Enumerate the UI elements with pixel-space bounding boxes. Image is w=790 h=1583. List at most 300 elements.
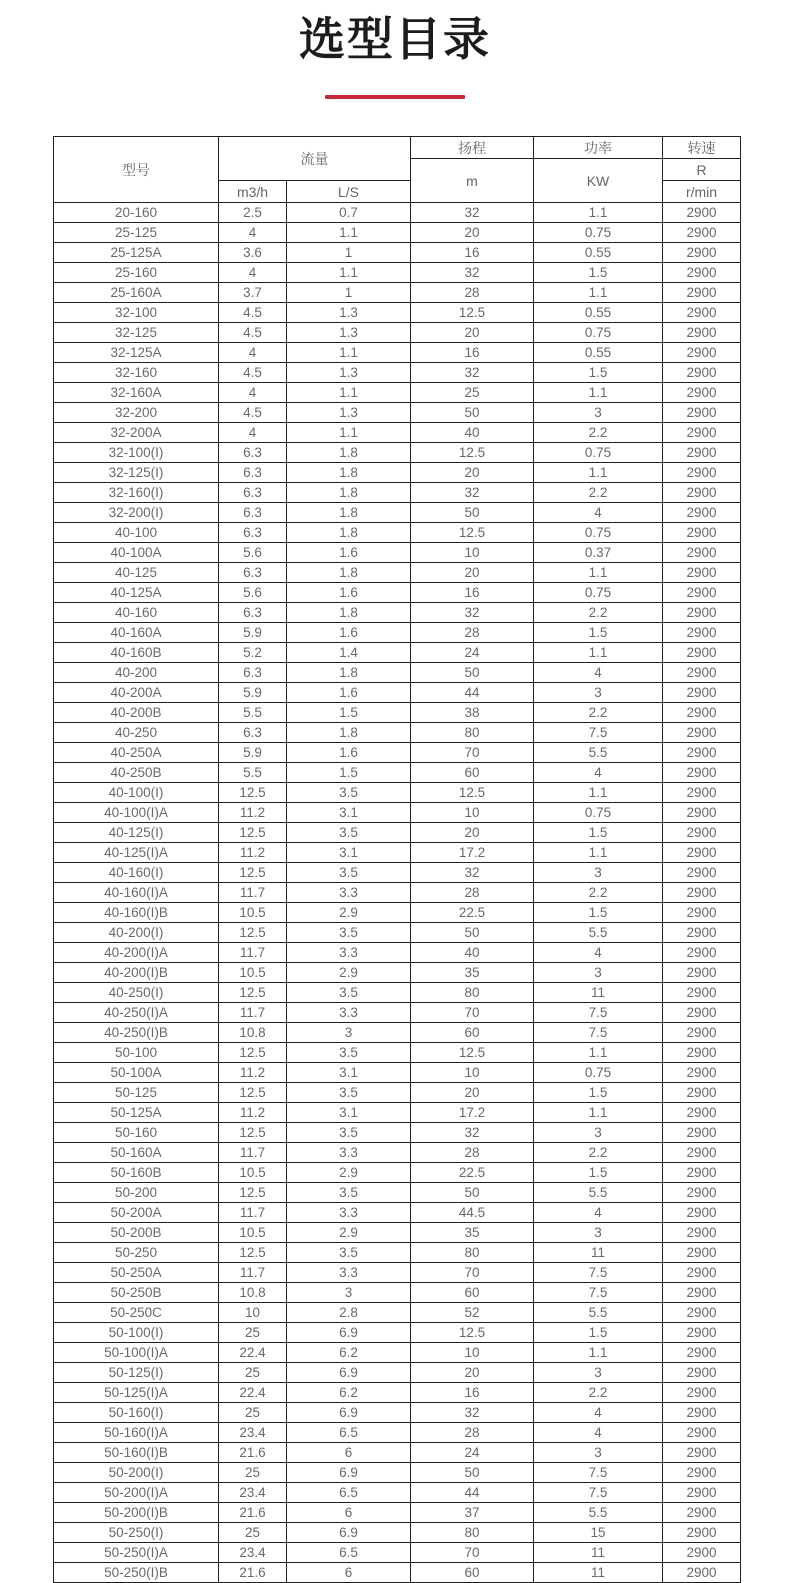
cell-head-m: 28 — [411, 1143, 534, 1163]
cell-model: 50-100(I) — [54, 1323, 219, 1343]
cell-flow-m3h: 5.2 — [219, 643, 287, 663]
table-row — [54, 823, 741, 843]
cell-flow-ls: 0.7 — [287, 203, 411, 223]
cell-speed-rpm: 2900 — [663, 803, 741, 823]
table-row — [54, 463, 741, 483]
cell-flow-ls: 1.8 — [287, 663, 411, 683]
cell-speed-rpm: 2900 — [663, 1563, 741, 1583]
cell-power-kw: 4 — [534, 1203, 663, 1223]
cell-power-kw: 4 — [534, 763, 663, 783]
cell-flow-ls: 6.9 — [287, 1363, 411, 1383]
cell-flow-ls: 3.5 — [287, 1083, 411, 1103]
table-row — [54, 1323, 741, 1343]
cell-head-m: 22.5 — [411, 1163, 534, 1183]
cell-flow-m3h: 12.5 — [219, 823, 287, 843]
cell-power-kw: 5.5 — [534, 1183, 663, 1203]
cell-power-kw: 2.2 — [534, 1143, 663, 1163]
table-row — [54, 1183, 741, 1203]
cell-head-m: 16 — [411, 343, 534, 363]
cell-speed-rpm: 2900 — [663, 1543, 741, 1563]
cell-model: 32-160 — [54, 363, 219, 383]
cell-flow-m3h: 4 — [219, 383, 287, 403]
table-row — [54, 1563, 741, 1583]
cell-flow-m3h: 4.5 — [219, 303, 287, 323]
cell-flow-m3h: 4 — [219, 223, 287, 243]
cell-flow-ls: 1.3 — [287, 323, 411, 343]
cell-head-m: 28 — [411, 623, 534, 643]
cell-speed-rpm: 2900 — [663, 1523, 741, 1543]
cell-head-m: 12.5 — [411, 783, 534, 803]
table-row — [54, 523, 741, 543]
cell-model: 32-200A — [54, 423, 219, 443]
cell-head-m: 32 — [411, 203, 534, 223]
table-row — [54, 883, 741, 903]
cell-flow-ls: 2.9 — [287, 1223, 411, 1243]
cell-flow-m3h: 12.5 — [219, 1243, 287, 1263]
cell-power-kw: 0.75 — [534, 523, 663, 543]
cell-head-m: 37 — [411, 1503, 534, 1523]
cell-power-kw: 1.1 — [534, 383, 663, 403]
cell-speed-rpm: 2900 — [663, 1123, 741, 1143]
cell-flow-ls: 1.1 — [287, 223, 411, 243]
cell-power-kw: 3 — [534, 1363, 663, 1383]
cell-model: 32-125 — [54, 323, 219, 343]
table-header — [54, 137, 741, 203]
cell-speed-rpm: 2900 — [663, 443, 741, 463]
cell-flow-ls: 1.8 — [287, 463, 411, 483]
cell-speed-rpm: 2900 — [663, 1283, 741, 1303]
table-row — [54, 323, 741, 343]
table-row — [54, 263, 741, 283]
cell-model: 32-200(I) — [54, 503, 219, 523]
cell-flow-m3h: 10.8 — [219, 1023, 287, 1043]
cell-model: 40-160(I)A — [54, 883, 219, 903]
table-row — [54, 403, 741, 423]
cell-model: 40-200(I) — [54, 923, 219, 943]
table-row — [54, 303, 741, 323]
cell-speed-rpm: 2900 — [663, 1483, 741, 1503]
cell-flow-m3h: 11.7 — [219, 1003, 287, 1023]
cell-power-kw: 7.5 — [534, 723, 663, 743]
cell-power-kw: 7.5 — [534, 1483, 663, 1503]
cell-power-kw: 0.75 — [534, 583, 663, 603]
cell-flow-m3h: 4 — [219, 423, 287, 443]
cell-flow-ls: 1.8 — [287, 503, 411, 523]
cell-model: 20-160 — [54, 203, 219, 223]
cell-speed-rpm: 2900 — [663, 1063, 741, 1083]
cell-speed-rpm: 2900 — [663, 623, 741, 643]
cell-flow-m3h: 12.5 — [219, 1043, 287, 1063]
cell-head-m: 32 — [411, 1123, 534, 1143]
title-underline-accent — [325, 95, 465, 99]
cell-speed-rpm: 2900 — [663, 663, 741, 683]
cell-speed-rpm: 2900 — [663, 1083, 741, 1103]
cell-model: 40-125A — [54, 583, 219, 603]
cell-flow-ls: 1.5 — [287, 763, 411, 783]
cell-flow-ls: 3.5 — [287, 823, 411, 843]
cell-speed-rpm: 2900 — [663, 1003, 741, 1023]
cell-speed-rpm: 2900 — [663, 1503, 741, 1523]
cell-power-kw: 0.37 — [534, 543, 663, 563]
table-row — [54, 1343, 741, 1363]
cell-power-kw: 11 — [534, 1243, 663, 1263]
cell-flow-m3h: 6.3 — [219, 663, 287, 683]
cell-head-m: 28 — [411, 1423, 534, 1443]
cell-power-kw: 11 — [534, 1543, 663, 1563]
cell-model: 40-250A — [54, 743, 219, 763]
cell-speed-rpm: 2900 — [663, 863, 741, 883]
cell-flow-m3h: 6.3 — [219, 563, 287, 583]
cell-speed-rpm: 2900 — [663, 1263, 741, 1283]
cell-speed-rpm: 2900 — [663, 263, 741, 283]
cell-speed-rpm: 2900 — [663, 323, 741, 343]
cell-flow-m3h: 6.3 — [219, 463, 287, 483]
cell-flow-ls: 1 — [287, 283, 411, 303]
cell-head-m: 12.5 — [411, 303, 534, 323]
table-row — [54, 1203, 741, 1223]
table-row — [54, 1043, 741, 1063]
cell-head-m: 80 — [411, 983, 534, 1003]
cell-flow-m3h: 6.3 — [219, 523, 287, 543]
cell-flow-m3h: 11.2 — [219, 1063, 287, 1083]
header-speed: 转速 — [663, 137, 741, 159]
cell-model: 50-125(I)A — [54, 1383, 219, 1403]
header-model: 型号 — [54, 137, 219, 203]
cell-power-kw: 1.1 — [534, 203, 663, 223]
cell-flow-ls: 2.9 — [287, 963, 411, 983]
cell-flow-m3h: 6.3 — [219, 603, 287, 623]
table-row — [54, 1103, 741, 1123]
cell-power-kw: 1.1 — [534, 283, 663, 303]
cell-flow-m3h: 4.5 — [219, 363, 287, 383]
cell-speed-rpm: 2900 — [663, 1243, 741, 1263]
cell-power-kw: 3 — [534, 863, 663, 883]
cell-flow-ls: 1.3 — [287, 363, 411, 383]
cell-power-kw: 3 — [534, 1223, 663, 1243]
header-power: 功率 — [534, 137, 663, 159]
cell-power-kw: 0.75 — [534, 323, 663, 343]
table-row — [54, 1303, 741, 1323]
cell-head-m: 20 — [411, 463, 534, 483]
cell-flow-m3h: 11.2 — [219, 843, 287, 863]
cell-flow-ls: 6 — [287, 1503, 411, 1523]
cell-head-m: 10 — [411, 803, 534, 823]
cell-power-kw: 5.5 — [534, 743, 663, 763]
cell-flow-ls: 3 — [287, 1023, 411, 1043]
cell-head-m: 50 — [411, 663, 534, 683]
table-row — [54, 363, 741, 383]
cell-model: 40-200 — [54, 663, 219, 683]
cell-power-kw: 2.2 — [534, 483, 663, 503]
cell-power-kw: 0.75 — [534, 1063, 663, 1083]
cell-speed-rpm: 2900 — [663, 583, 741, 603]
table-row — [54, 543, 741, 563]
cell-power-kw: 2.2 — [534, 1383, 663, 1403]
cell-model: 50-200(I)B — [54, 1503, 219, 1523]
cell-power-kw: 1.1 — [534, 1103, 663, 1123]
cell-flow-m3h: 21.6 — [219, 1503, 287, 1523]
cell-model: 50-250B — [54, 1283, 219, 1303]
cell-head-m: 38 — [411, 703, 534, 723]
cell-model: 40-250(I) — [54, 983, 219, 1003]
cell-flow-ls: 1.4 — [287, 643, 411, 663]
cell-power-kw: 4 — [534, 503, 663, 523]
cell-model: 32-160A — [54, 383, 219, 403]
cell-flow-ls: 1.6 — [287, 543, 411, 563]
cell-power-kw: 2.2 — [534, 603, 663, 623]
cell-speed-rpm: 2900 — [663, 1183, 741, 1203]
cell-speed-rpm: 2900 — [663, 903, 741, 923]
cell-head-m: 50 — [411, 1183, 534, 1203]
cell-flow-m3h: 12.5 — [219, 923, 287, 943]
cell-flow-m3h: 5.9 — [219, 623, 287, 643]
header-flow: 流量 — [219, 137, 411, 181]
cell-head-m: 16 — [411, 243, 534, 263]
cell-head-m: 60 — [411, 763, 534, 783]
cell-flow-m3h: 23.4 — [219, 1543, 287, 1563]
table-row — [54, 603, 741, 623]
table-row — [54, 203, 741, 223]
cell-model: 50-250C — [54, 1303, 219, 1323]
cell-flow-ls: 1.6 — [287, 743, 411, 763]
cell-flow-ls: 1.8 — [287, 563, 411, 583]
cell-speed-rpm: 2900 — [663, 1103, 741, 1123]
cell-power-kw: 1.5 — [534, 903, 663, 923]
cell-head-m: 32 — [411, 1403, 534, 1423]
cell-flow-m3h: 12.5 — [219, 1183, 287, 1203]
cell-power-kw: 2.2 — [534, 703, 663, 723]
cell-flow-ls: 1.8 — [287, 483, 411, 503]
table-row — [54, 763, 741, 783]
cell-flow-ls: 6.9 — [287, 1403, 411, 1423]
selection-catalog-table — [53, 136, 741, 1583]
table-row — [54, 443, 741, 463]
cell-flow-ls: 3.3 — [287, 1203, 411, 1223]
cell-head-m: 10 — [411, 543, 534, 563]
cell-flow-m3h: 2.5 — [219, 203, 287, 223]
table-row — [54, 1163, 741, 1183]
cell-model: 40-250B — [54, 763, 219, 783]
cell-flow-ls: 6.5 — [287, 1483, 411, 1503]
table-row — [54, 1443, 741, 1463]
cell-flow-ls: 3.1 — [287, 1063, 411, 1083]
table-row — [54, 643, 741, 663]
header-flow-unit-ls: L/S — [287, 181, 411, 203]
cell-model: 50-200 — [54, 1183, 219, 1203]
header-speed-unit-rmin: r/min — [663, 181, 741, 203]
cell-power-kw: 0.55 — [534, 303, 663, 323]
cell-head-m: 12.5 — [411, 1043, 534, 1063]
cell-speed-rpm: 2900 — [663, 703, 741, 723]
cell-head-m: 32 — [411, 363, 534, 383]
cell-speed-rpm: 2900 — [663, 1323, 741, 1343]
cell-flow-m3h: 5.5 — [219, 763, 287, 783]
cell-model: 50-200B — [54, 1223, 219, 1243]
cell-power-kw: 1.5 — [534, 1323, 663, 1343]
cell-power-kw: 4 — [534, 1423, 663, 1443]
cell-flow-ls: 3.3 — [287, 943, 411, 963]
cell-speed-rpm: 2900 — [663, 463, 741, 483]
cell-head-m: 80 — [411, 723, 534, 743]
table-row — [54, 1383, 741, 1403]
cell-head-m: 16 — [411, 583, 534, 603]
cell-model: 40-100(I)A — [54, 803, 219, 823]
table-row — [54, 963, 741, 983]
cell-flow-ls: 3.3 — [287, 1263, 411, 1283]
cell-flow-m3h: 10.5 — [219, 903, 287, 923]
cell-flow-m3h: 11.7 — [219, 1143, 287, 1163]
cell-head-m: 20 — [411, 323, 534, 343]
cell-speed-rpm: 2900 — [663, 683, 741, 703]
cell-model: 50-160(I)A — [54, 1423, 219, 1443]
cell-model: 25-125A — [54, 243, 219, 263]
cell-head-m: 24 — [411, 1443, 534, 1463]
cell-flow-m3h: 6.3 — [219, 483, 287, 503]
cell-speed-rpm: 2900 — [663, 363, 741, 383]
cell-speed-rpm: 2900 — [663, 1143, 741, 1163]
table-body — [54, 203, 741, 1583]
table-row — [54, 1543, 741, 1563]
table-row — [54, 343, 741, 363]
cell-power-kw: 3 — [534, 403, 663, 423]
table-row — [54, 683, 741, 703]
cell-flow-m3h: 11.2 — [219, 803, 287, 823]
cell-power-kw: 1.5 — [534, 363, 663, 383]
cell-model: 40-250(I)A — [54, 1003, 219, 1023]
cell-model: 32-100(I) — [54, 443, 219, 463]
cell-flow-ls: 2.9 — [287, 1163, 411, 1183]
cell-power-kw: 1.1 — [534, 1343, 663, 1363]
table-row — [54, 1263, 741, 1283]
cell-speed-rpm: 2900 — [663, 943, 741, 963]
header-head: 扬程 — [411, 137, 534, 159]
cell-flow-m3h: 25 — [219, 1403, 287, 1423]
cell-power-kw: 7.5 — [534, 1003, 663, 1023]
cell-model: 50-100 — [54, 1043, 219, 1063]
cell-flow-m3h: 25 — [219, 1323, 287, 1343]
cell-model: 40-250 — [54, 723, 219, 743]
table-row — [54, 1363, 741, 1383]
cell-flow-m3h: 6.3 — [219, 503, 287, 523]
cell-flow-ls: 1.1 — [287, 343, 411, 363]
cell-head-m: 20 — [411, 563, 534, 583]
cell-flow-m3h: 25 — [219, 1463, 287, 1483]
header-flow-unit-m3h: m3/h — [219, 181, 287, 203]
cell-flow-m3h: 5.6 — [219, 543, 287, 563]
cell-power-kw: 7.5 — [534, 1283, 663, 1303]
table-row — [54, 1123, 741, 1143]
cell-power-kw: 1.1 — [534, 843, 663, 863]
cell-flow-ls: 1.6 — [287, 683, 411, 703]
cell-speed-rpm: 2900 — [663, 1163, 741, 1183]
cell-speed-rpm: 2900 — [663, 843, 741, 863]
cell-speed-rpm: 2900 — [663, 603, 741, 623]
cell-power-kw: 1.5 — [534, 623, 663, 643]
cell-flow-m3h: 12.5 — [219, 1083, 287, 1103]
cell-power-kw: 2.2 — [534, 423, 663, 443]
cell-model: 50-250 — [54, 1243, 219, 1263]
cell-model: 40-160(I) — [54, 863, 219, 883]
cell-power-kw: 0.75 — [534, 443, 663, 463]
cell-power-kw: 3 — [534, 963, 663, 983]
cell-flow-ls: 1.5 — [287, 703, 411, 723]
cell-flow-m3h: 12.5 — [219, 783, 287, 803]
cell-flow-m3h: 10 — [219, 1303, 287, 1323]
table-row — [54, 483, 741, 503]
cell-flow-m3h: 11.7 — [219, 1263, 287, 1283]
cell-power-kw: 1.1 — [534, 563, 663, 583]
cell-power-kw: 15 — [534, 1523, 663, 1543]
cell-flow-ls: 6.5 — [287, 1423, 411, 1443]
cell-model: 40-160A — [54, 623, 219, 643]
table-row — [54, 1503, 741, 1523]
cell-head-m: 40 — [411, 943, 534, 963]
cell-flow-ls: 6.2 — [287, 1383, 411, 1403]
table-row — [54, 243, 741, 263]
cell-flow-ls: 2.8 — [287, 1303, 411, 1323]
header-head-unit: m — [411, 159, 534, 203]
cell-head-m: 12.5 — [411, 443, 534, 463]
cell-head-m: 25 — [411, 383, 534, 403]
cell-speed-rpm: 2900 — [663, 1443, 741, 1463]
table-row — [54, 583, 741, 603]
cell-model: 32-100 — [54, 303, 219, 323]
cell-model: 40-100A — [54, 543, 219, 563]
table-row — [54, 503, 741, 523]
cell-flow-m3h: 25 — [219, 1523, 287, 1543]
cell-flow-ls: 3.5 — [287, 923, 411, 943]
cell-flow-m3h: 25 — [219, 1363, 287, 1383]
table-row — [54, 703, 741, 723]
cell-model: 50-250(I)B — [54, 1563, 219, 1583]
cell-model: 25-125 — [54, 223, 219, 243]
cell-speed-rpm: 2900 — [663, 883, 741, 903]
cell-model: 40-100 — [54, 523, 219, 543]
cell-model: 40-160 — [54, 603, 219, 623]
cell-speed-rpm: 2900 — [663, 1303, 741, 1323]
cell-model: 40-200B — [54, 703, 219, 723]
cell-speed-rpm: 2900 — [663, 423, 741, 443]
cell-flow-m3h: 21.6 — [219, 1563, 287, 1583]
cell-flow-ls: 6.9 — [287, 1323, 411, 1343]
cell-flow-m3h: 6.3 — [219, 723, 287, 743]
cell-head-m: 28 — [411, 883, 534, 903]
table-row — [54, 1283, 741, 1303]
cell-flow-ls: 6 — [287, 1563, 411, 1583]
cell-head-m: 20 — [411, 1083, 534, 1103]
cell-speed-rpm: 2900 — [663, 383, 741, 403]
cell-model: 50-200A — [54, 1203, 219, 1223]
table-row — [54, 1223, 741, 1243]
cell-head-m: 32 — [411, 483, 534, 503]
cell-speed-rpm: 2900 — [663, 343, 741, 363]
cell-model: 32-200 — [54, 403, 219, 423]
cell-flow-ls: 1.1 — [287, 263, 411, 283]
cell-speed-rpm: 2900 — [663, 563, 741, 583]
table-row — [54, 223, 741, 243]
header-power-unit: KW — [534, 159, 663, 203]
cell-flow-m3h: 22.4 — [219, 1383, 287, 1403]
table-row — [54, 983, 741, 1003]
table-row — [54, 623, 741, 643]
cell-speed-rpm: 2900 — [663, 543, 741, 563]
cell-flow-ls: 1.8 — [287, 523, 411, 543]
cell-head-m: 80 — [411, 1523, 534, 1543]
cell-flow-ls: 1.8 — [287, 723, 411, 743]
table-row — [54, 863, 741, 883]
cell-speed-rpm: 2900 — [663, 223, 741, 243]
cell-head-m: 52 — [411, 1303, 534, 1323]
